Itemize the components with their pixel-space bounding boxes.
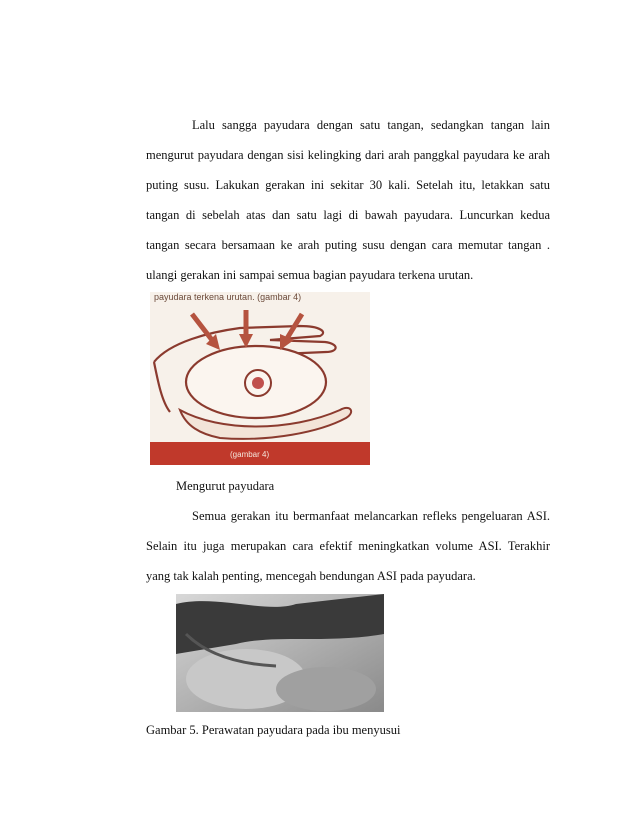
figure-caption: Gambar 5. Perawatan payudara pada ibu menyusui — [146, 723, 401, 737]
paragraph-line: Selain itu juga merupakan cara efektif meningkatkan volume ASI. Terakhir — [146, 539, 550, 553]
paragraph-line: mengurut payudara dengan sisi kelingking dari arah panggkal payudara ke arah — [146, 148, 550, 162]
paragraph-line: tangan di sebelah atas dan satu lagi di bawah payudara. Luncurkan kedua — [146, 208, 550, 222]
paragraph-line: tangan secara bersamaan ke arah puting susu dengan cara memutar tangan . — [146, 238, 550, 252]
figure-label: (gambar 4) — [230, 450, 270, 459]
paragraph-line: puting susu. Lakukan gerakan ini sekitar 30 kali. Setelah itu, letakkan satu — [146, 178, 550, 192]
hand-shape — [276, 667, 376, 711]
nipple — [252, 377, 264, 389]
paragraph-line: ulangi gerakan ini sampai semua bagian payudara terkena urutan. — [146, 268, 474, 282]
figure-top-text: payudara terkena urutan. (gambar 4) — [154, 292, 302, 302]
breast-massage-illustration — [150, 292, 370, 465]
paragraph-massage-instructions — [146, 110, 550, 290]
photo-placeholder — [176, 594, 384, 712]
paragraph-line: yang tak kalah penting, mencegah bendungan ASI pada payudara. — [146, 569, 476, 583]
paragraph-line: Lalu sangga payudara dengan satu tangan, sedangkan tangan lain — [192, 118, 550, 132]
paragraph-benefits — [146, 501, 550, 591]
paragraph-line: Semua gerakan itu bermanfaat melancarkan refleks pengeluaran ASI. — [192, 509, 550, 523]
breast-care-photo — [176, 594, 384, 712]
illustration-drawing — [150, 292, 370, 465]
figure-caption: Mengurut payudara — [176, 479, 275, 493]
